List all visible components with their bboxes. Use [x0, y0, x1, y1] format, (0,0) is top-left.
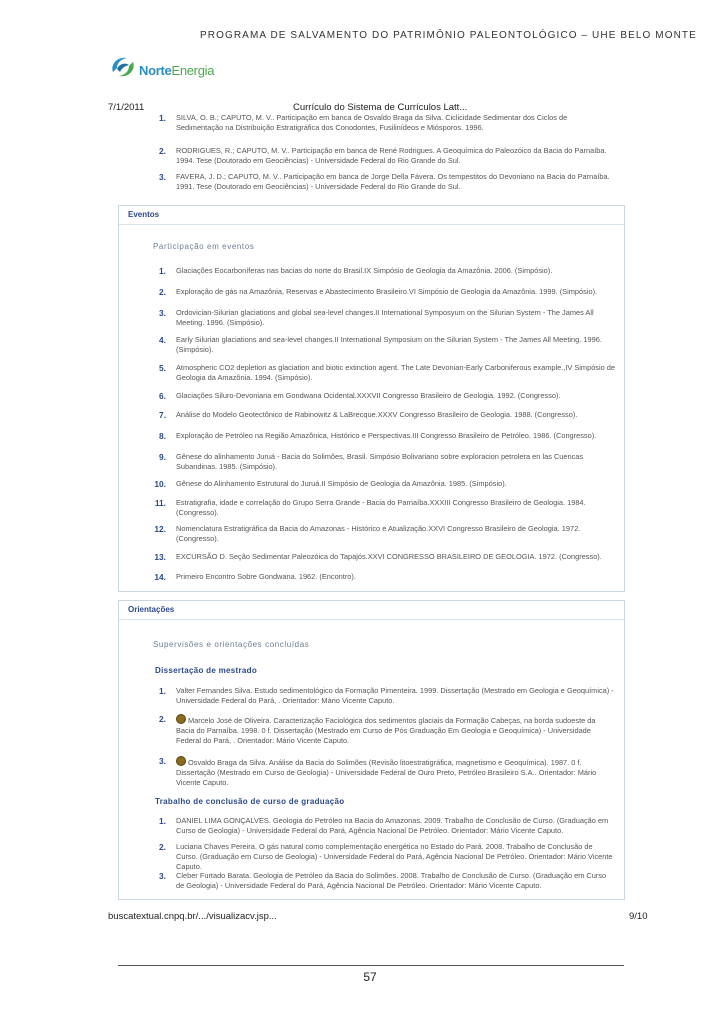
print-page-title: Currículo do Sistema de Currículos Latt...	[293, 102, 468, 113]
list-item-number: 2.	[159, 146, 166, 156]
list-item-text: Marcelo José de Oliveira. Caracterização Faciológica dos sedimentos glaciais da Formação Cabeças, na borda sudoeste da Bacia do Parnaíba. 1998. 0 f. Dissertação (Mestrado em Curso de Pós Graduação Em Geologia e Geoquímica) - Universidade Federal do Pará, . Orientador: Mário Vicente Caputo.	[176, 716, 596, 745]
list-item-text: Análise do Modelo Geotectônico de Rabinowitz & LaBrecque.XXXV Congresso Brasileiro de Geologia. 1988. (Congresso).	[176, 410, 578, 419]
list-item-text: Glaciações Eocarboníferas nas bacias do norte do Brasil.IX Simpósio de Geologia da Amazônia. 2006. (Simpósio).	[176, 266, 553, 275]
page-number: 57	[363, 970, 377, 984]
medal-icon	[176, 756, 186, 766]
list-item-number: 2.	[159, 842, 166, 852]
list-item-text: Osvaldo Braga da Silva. Análise da Bacia do Solimões (Revisão litoestratigráfica, magnetismo e Geoquímica). 1987. 0 f. Dissertação (Mestrado em Curso de Geologia) - Universidade Federal de Ouro Preto, Petróleo Brasileiro S.A.. Orientador: Mário Vicente Caputo.	[176, 758, 597, 787]
list-item-text: Estratigrafia, idade e correlação do Grupo Serra Grande - Bacia do Parnaíba.XXXIII Congresso Brasileiro de Geologia. 1984. (Congresso).	[176, 498, 586, 517]
list-item-number: 1.	[159, 266, 166, 276]
list-item-text: RODRIGUES, R.; CAPUTO, M. V.. Participação em banca de René Rodrigues. A Geoquímica do Paleozóico da Bacia do Parnaíba. 1994. Tese (Doutorado em Geociências) - Universidade Federal do Rio Grande do Sul.	[176, 146, 607, 165]
list-item-number: 1.	[159, 113, 166, 123]
list-item-number: 8.	[159, 431, 166, 441]
list-item-number: 1.	[159, 816, 166, 826]
list-item-number: 10.	[154, 479, 166, 489]
list-item-text: DANIEL LIMA GONÇALVES. Geologia do Petróleo na Bacia do Amazonas. 2009. Trabalho de Conclusão de Curso. (Graduação em Curso de Geologia) - Universidade Federal do Pará, Agência Nacional De Petróleo. Orientador: Mário Vicente Caputo.	[176, 816, 609, 835]
list-item-text: Gênese do alinhamento Juruá - Bacia do Solimões, Brasil. Simpósio Bolivariano sobre exploracion petrolera en las Cuencas Subandinas. 1985. (Simpósio).	[176, 452, 584, 471]
list-item-number: 7.	[159, 410, 166, 420]
list-item-number: 2.	[159, 714, 166, 724]
list-item-number: 3.	[159, 172, 166, 182]
print-url: buscatextual.cnpq.br/.../visualizacv.jsp...	[108, 911, 277, 922]
list-item-text: EXCURSÃO D. Seção Sedimentar Paleozóica do Tapajós.XXVI CONGRESSO BRASILEIRO DE GEOLOGIA. 1972. (Congresso).	[176, 552, 602, 561]
list-item-number: 2.	[159, 287, 166, 297]
list-item-number: 14.	[154, 572, 166, 582]
list-item-text: Exploração de gás na Amazônia, Reservas e Abastecimento Brasileiro.VI Simpósio de Geologia da Amazônia. 1999. (Simpósio).	[176, 287, 598, 296]
list-item-number: 1.	[159, 686, 166, 696]
list-item-number: 6.	[159, 391, 166, 401]
list-item-text: Ordovician-Silurian glaciations and global sea-level changes.II International Symposyum on the Silurian System - The James All Meeting. 1996. (Simpósio).	[176, 308, 594, 327]
list-item-text: FAVERA, J. D.; CAPUTO, M. V.. Participação em banca de Jorge Della Fávera. Os tempestitos do Devoniano na Bacia do Parnaíba. 1991. Tese (Doutorado em Geociências) - Universidade Federal do Rio Grande do Sul.	[176, 172, 610, 191]
list-item-text: Glaciações Siluro-Devoniana em Gondwana Ocidental.XXXVII Congresso Brasileiro de Geologia. 1992. (Congresso).	[176, 391, 561, 400]
list-item-number: 4.	[159, 335, 166, 345]
medal-icon	[176, 714, 186, 724]
graduacao-heading: Trabalho de conclusão de curso de graduação	[155, 797, 345, 806]
norte-energia-logo	[108, 52, 228, 82]
list-item-number: 3.	[159, 871, 166, 881]
list-item-text: Primeiro Encontro Sobre Gondwana. 1962. (Encontro).	[176, 572, 356, 581]
list-item-number: 11.	[154, 498, 166, 508]
list-item-text: Early Silurian glaciations and sea-level changes.II International Symposium on the Silurian System - The James All Meeting. 1996. (Simpósio).	[176, 335, 602, 354]
list-item-number: 3.	[159, 756, 166, 766]
list-item-text: Exploração de Petróleo na Região Amazônica, Histórico e Perspectivas.III Congresso Brasileiro de Petróleo. 1986. (Congresso).	[176, 431, 597, 440]
panel-divider	[119, 619, 624, 620]
list-item-number: 12.	[154, 524, 166, 534]
mestrado-heading: Dissertação de mestrado	[155, 666, 258, 675]
eventos-subtitle: Participação em eventos	[153, 242, 255, 251]
document-header-title: PROGRAMA DE SALVAMENTO DO PATRIMÔNIO PALEONTOLÓGICO – UHE BELO MONTE	[200, 30, 697, 41]
footer-rule	[118, 965, 624, 966]
orientacoes-title: Orientações	[128, 605, 175, 614]
document-header	[0, 30, 728, 42]
print-date: 7/1/2011	[108, 102, 145, 113]
logo-wordmark: NorteEnergia	[139, 63, 215, 78]
list-item-number: 13.	[154, 552, 166, 562]
list-item-text: Luciana Chaves Pereira. O gás natural como complementação energética no Estado do Pará. 2008. Trabalho de Conclusão de Curso. (Graduação em Curso de Geologia) - Universidade Federal do Pará, Agência Nacional De Petróleo. Orientador: Mário Vicente Caputo.	[176, 842, 613, 871]
list-item-number: 3.	[159, 308, 166, 318]
list-item-text: SILVA, O. B.; CAPUTO, M. V.. Participação em banca de Osvaldo Braga da Silva. Ciclicidade Sedimentar dos Ciclos de Sedimentação na Distribuição Estratigráfica dos Conodontes, Fusilinídeos e Miósporos. 1996.	[176, 113, 568, 132]
list-item-number: 5.	[159, 363, 166, 373]
list-item-text: Atmospheric CO2 depletion as glaciation and biotic extinction agent. The Late Devonian-Early Carboniferous example.,IV Simpósio de Geologia da Amazônia. 1994. (Simpósio).	[176, 363, 616, 382]
print-page-count: 9/10	[629, 911, 648, 922]
panel-divider	[119, 224, 624, 225]
list-item-text: Valter Fernandes Silva. Estudo sedimentológico da Formação Pimenteira. 1999. Dissertação (Mestrado em Geologia e Geoquímica) - Universidade Federal do Pará, . Orientador: Mário Vicente Caputo.	[176, 686, 614, 705]
eventos-title: Eventos	[128, 210, 160, 219]
list-item-text: Cleber Furtado Barata. Geologia de Petróleo da Bacia do Solimões. 2008. Trabalho de Conclusão de Curso. (Graduação em Curso de Geologia) - Universidade Federal do Pará, Agência Nacional De Petróleo. Orientador: Mário Vicente Caputo.	[176, 871, 607, 890]
logo-swirl-icon	[108, 52, 138, 82]
orientacoes-subtitle: Supervisões e orientações concluídas	[153, 640, 310, 649]
list-item-number: 9.	[159, 452, 166, 462]
list-item-text: Nomenclatura Estratigráfica da Bacia do Amazonas - Histórico e Atualização.XXVI Congresso Brasileiro de Geologia. 1972. (Congresso).	[176, 524, 581, 543]
list-item-text: Gênese do Alinhamento Estrutural do Juruá.II Simpósio de Geologia da Amazônia. 1985. (Simpósio).	[176, 479, 507, 488]
